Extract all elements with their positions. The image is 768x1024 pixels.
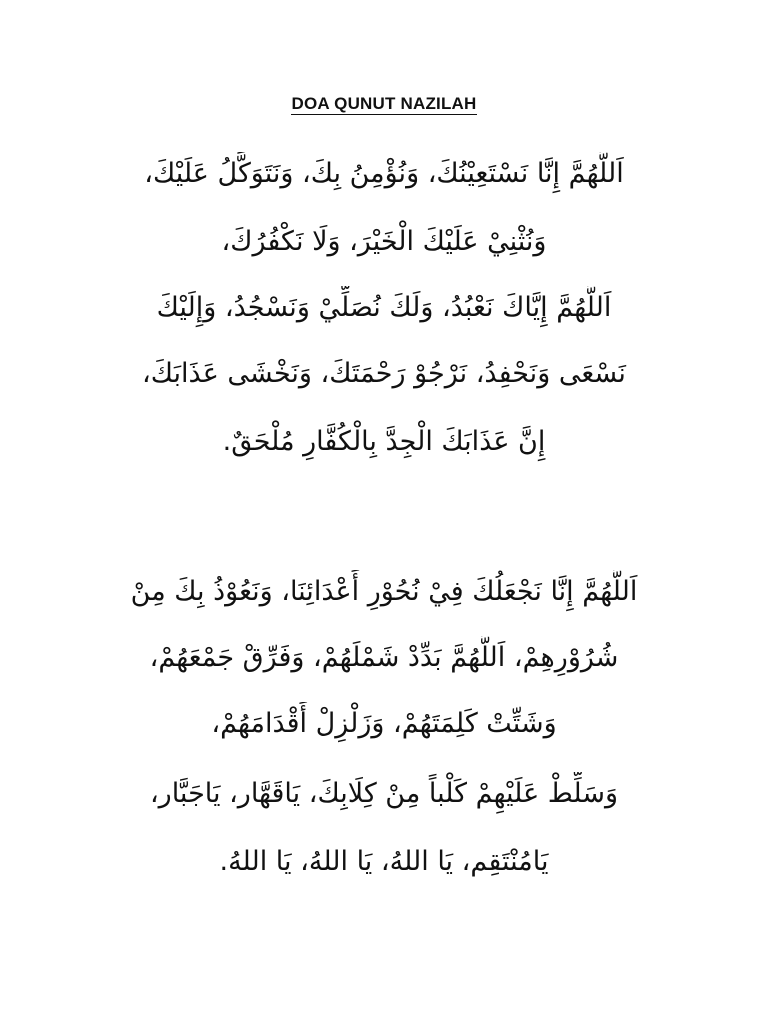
prayer-line-8: وَشَتِّتْ كَلِمَتَهُمْ، وَزَلْزِلْ أَقْدَامَهُمْ، (211, 708, 557, 739)
prayer-line-3: اَللَّهُمَّ إِيَّاكَ نَعْبُدُ، وَلَكَ نُصَلِّيْ وَنَسْجُدُ، وَإِلَيْكَ (156, 292, 612, 323)
prayer-line-7: شُرُوْرِهِمْ، اَللَّهُمَّ بَدِّدْ شَمْلَهُمْ، وَفَرِّقْ جَمْعَهُمْ، (149, 642, 619, 673)
document-title (0, 93, 768, 115)
prayer-line-1: اَللَّهُمَّ إِنَّا نَسْتَعِيْنُكَ، وَنُؤْمِنُ بِكَ، وَنَتَوَكَّلُ عَلَيْكَ، (144, 158, 624, 189)
prayer-line-2: وَنُثْنِيْ عَلَيْكَ الْخَيْرَ، وَلَا نَكْفُرُكَ، (221, 226, 547, 257)
prayer-line-9: وَسَلِّطْ عَلَيْهِمْ كَلْباً مِنْ كِلَابِكَ، يَاقَهَّار، يَاجَبَّار، (149, 778, 619, 809)
prayer-line-6: اَللَّهُمَّ إِنَّا نَجْعَلُكَ فِيْ نُحُوْرِ أَعْدَائِنَا، وَنَعُوْذُ بِكَ مِنْ (130, 576, 638, 607)
prayer-line-5: إِنَّ عَذَابَكَ الْجِدَّ بِالْكُفَّارِ مُلْحَقٌ. (222, 426, 546, 457)
document-title-text: DOA QUNUT NAZILAH (291, 94, 477, 113)
prayer-line-10: يَامُنْتَقِم، يَا اللهُ، يَا اللهُ، يَا اللهُ. (219, 846, 549, 877)
prayer-line-4: نَسْعَى وَنَحْفِدُ، نَرْجُوْ رَحْمَتَكَ، وَنَخْشَى عَذَابَكَ، (142, 358, 626, 389)
